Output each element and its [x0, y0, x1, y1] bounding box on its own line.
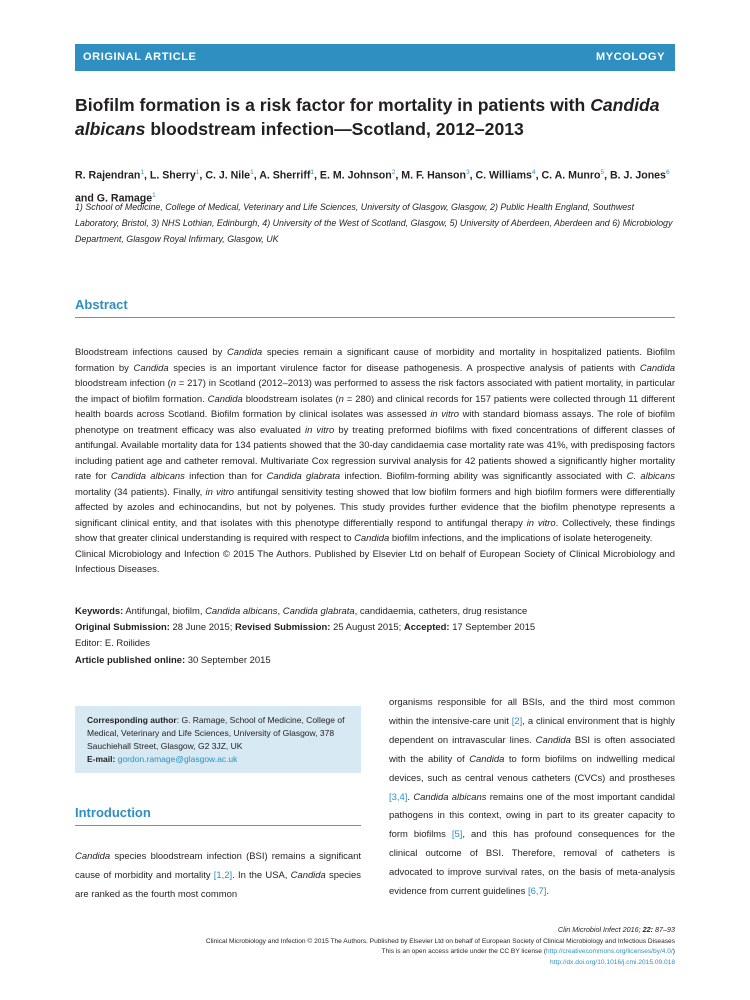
abstract.segments-segment: species remain a significant cause of morbidity and mortality in hospitalized patients. Biofilm formation by	[75, 347, 675, 374]
introduction.col2-segment: .	[546, 886, 550, 898]
meta.keywords-segment: , candidaemia, catheters, drug resistance	[354, 606, 528, 617]
submission-line: Original Submission: 28 June 2015; Revised Submission: 25 August 2015; Accepted: 17 September 2015	[75, 622, 536, 634]
abstract-paragraph	[75, 345, 675, 547]
abstract.segments-segment: bloodstream isolates (	[242, 393, 339, 405]
abstract.segments-segment: = 280) and clinical records for 157 patients were collected through 11 different health boards across Scotland. Biofilm formation by clinical isolates was assessed	[75, 393, 675, 420]
author-name: C. A. Munro	[541, 169, 601, 182]
author-name: C. Williams	[475, 169, 532, 182]
abstract.segments-segment: Candida	[354, 533, 390, 544]
introduction.col1-segment: Candida	[290, 869, 326, 881]
correspondence-box	[75, 706, 361, 773]
article-type-label: ORIGINAL ARTICLE	[83, 51, 197, 63]
author-name: B. J. Jones	[610, 169, 666, 182]
abstract.segments-segment: Bloodstream infections caused by	[75, 347, 227, 358]
meta.keywords-segment: Candida albicans	[205, 606, 278, 617]
citation-link[interactable]: [3,4]	[389, 791, 408, 803]
abstract.segments-segment: = 217) in Scotland (2012–2013) was performed to assess the risk factors associated with patient mortality, in particular the impact of biofilm formation.	[75, 378, 675, 405]
abstract.segments-segment: mortality (34 patients). Finally,	[75, 486, 206, 498]
abstract.segments-segment: in vitro	[430, 409, 460, 420]
keywords-line: Keywords: Antifungal, biofilm, Candida albicans, Candida glabrata, candidaemia, catheters, drug resistance	[75, 606, 528, 617]
email-link[interactable]: gordon.ramage@glasgow.ac.uk	[117, 754, 238, 764]
abstract.segments-segment: C. albicans	[626, 471, 675, 482]
author-affiliation-mark: 1	[250, 169, 254, 176]
email-line: E-mail: gordon.ramage@glasgow.ac.uk	[87, 754, 238, 764]
author-name: E. M. Johnson	[319, 169, 392, 182]
citation-link[interactable]: [1,2]	[213, 869, 233, 881]
abstract.segments-segment: species is an important virulence factor for disease pathogenesis. A prospective analysis of patients with	[168, 362, 640, 374]
meta.keywords-segment: Antifungal, biofilm,	[125, 606, 206, 617]
introduction.col1-segment: species bloodstream infection (BSI) remains a significant cause of morbidity and mortality	[75, 851, 361, 881]
introduction-divider	[75, 825, 361, 826]
introduction.col2-segment: Candida albicans	[413, 791, 487, 803]
introduction.col2-segment: .	[407, 791, 414, 803]
abstract.segments-segment: infection than for	[184, 471, 267, 482]
introduction.col1-segment: species are ranked as the fourth most common	[75, 869, 361, 900]
abstract.segments-segment: Candida	[133, 362, 169, 374]
introduction.col2-segment: organisms responsible for all BSIs, and the third most common within the intensive-care unit	[389, 697, 675, 727]
abstract.segments-segment: Candida	[639, 362, 675, 374]
author-affiliation-mark: 5	[600, 169, 605, 176]
article-meta	[75, 604, 675, 669]
introduction-column-right	[389, 694, 675, 902]
abstract.segments-segment: in vitro	[205, 486, 234, 498]
author-affiliation-mark: 2	[391, 169, 396, 176]
introduction.col2-segment: to form biofilms on indwelling medical devices, such as central venous catheters (CVCs) and prostheses	[389, 753, 675, 784]
meta.keywords-segment: ,	[277, 606, 283, 617]
abstract.segments-segment: n	[338, 393, 344, 405]
abstract.segments-segment: antifungal sensitivity testing showed that low biofilm formers and high biofilm formers were differentially affected by azoles and echinocandins, but not by polyenes. This study provides further evidence that the biofilm phenotype represents a significant clinical entity, and that isolates with this phenotype differentially respond to antifungal therapy	[75, 486, 676, 529]
abstract.segments-segment: biofilm infections, and the implications of isolate heterogeneity.	[389, 533, 653, 544]
footer-copyright: Clinical Microbiology and Infection © 2015 The Authors. Published by Elsevier Ltd on behalf of European Society of Clinical Microbiology and Infectious Diseases	[205, 938, 675, 945]
abstract.segments-segment: Candida	[226, 347, 263, 358]
abstract.segments-segment: bloodstream infection (	[75, 378, 171, 389]
corresponding-author: Corresponding author: G. Ramage, School of Medicine, College of Medical, Veterinary and Life Sciences, University of Glasgow, 378 Sauchiehall Street, Glasgow, G2 3JZ, UK	[87, 715, 345, 751]
author-affiliation-mark: 6	[665, 169, 670, 176]
author-affiliation-mark: 1	[140, 169, 144, 176]
abstract.segments-segment: . Collectively, these findings show that greater clinical understanding is required with respect to	[75, 517, 675, 544]
abstract.segments-segment: in vitro	[526, 517, 556, 529]
author-joiner: and	[75, 192, 94, 205]
author-affiliation-mark: 1	[195, 169, 200, 176]
author-name: R. Rajendran	[75, 169, 141, 182]
abstract-heading: Abstract	[75, 297, 128, 312]
introduction-heading: Introduction	[75, 805, 151, 820]
introduction.col2-segment: remains one of the most important candidal pathogens in this context, owing in part to its greater capacity to form biofilms	[389, 791, 676, 841]
author-affiliation-mark: 3	[466, 169, 470, 176]
author-affiliation-mark: 1	[152, 191, 156, 199]
introduction.col1-segment: Candida	[75, 851, 111, 862]
introduction.col2-segment: Candida	[469, 753, 505, 765]
citation-link[interactable]: [5]	[451, 829, 463, 841]
introduction.col1-segment: . In the USA,	[232, 869, 291, 881]
abstract-divider	[75, 317, 675, 318]
author-name: G. Ramage	[96, 192, 153, 205]
open-access-line: This is an open access article under the CC BY license (http://creativecommons.org/licenses/by/4.0/)	[381, 948, 675, 955]
introduction.col2-segment: Candida	[535, 734, 571, 746]
abstract.segments-segment: with standard biomass assays. The role of biofilm phenotype on treatment efficacy was also evaluated	[75, 409, 676, 436]
author-name: M. F. Hanson	[401, 169, 466, 182]
abstract.segments-segment: n	[170, 378, 177, 389]
author-affiliation-mark: 4	[531, 169, 536, 176]
abstract-body	[75, 345, 675, 578]
introduction.col2-segment: BSI is often associated with the ability of	[389, 734, 675, 765]
abstract.segments-segment: Candida	[207, 393, 243, 405]
doi-link[interactable]: http://dx.doi.org/10.1016/j.cmi.2015.09.018	[549, 959, 675, 966]
license-link[interactable]: http://creativecommons.org/licenses/by/4.0/	[545, 948, 673, 955]
abstract.segments-segment: Candida albicans	[110, 471, 185, 482]
header-banner	[75, 44, 675, 71]
published-line: Article published online: 30 September 2015	[75, 654, 271, 666]
abstract.segments-segment: infection. Biofilm-forming ability was significantly associated with	[340, 471, 627, 482]
author-name: L. Sherry	[149, 169, 196, 182]
citation-link[interactable]: [2]	[511, 715, 523, 727]
citation-link[interactable]: [6,7]	[528, 886, 547, 898]
introduction-column-left	[75, 848, 361, 905]
article-title: Biofilm formation is a risk factor for mortality in patients with Candida albicans bloodstream infection—Scotland, 2012–2013	[75, 95, 660, 139]
author-list: R. Rajendran$^1$, L. Sherry$^1$, C. J. Nile$^1$, A. Sherriff$^1$, E. M. Johnson$^2$, M. F. Hanson$^3$, C. Williams$^4$, C. A. Munro$^5$, B. J. Jones$^6$ and G. Ramage$^1$	[75, 169, 670, 205]
author-name: A. Sherriff	[259, 169, 311, 182]
abstract.segments-segment: Candida glabrata	[266, 471, 341, 482]
editor-line: Editor: E. Roilides	[75, 638, 151, 650]
author-affiliation-mark: 1	[310, 169, 315, 176]
affiliations: 1) School of Medicine, College of Medical, Veterinary and Life Sciences, University of Glasgow, Glasgow, 2) Public Health England, Southwest Laboratory, Bristol, 3) NHS Lothian, Edinburgh, 4) University of the West of Scotland, Glasgow, 5) University of Aberdeen, Aberdeen and 6) Microbiology Department, Glasgow Royal Infirmary, Glasgow, UK	[75, 202, 673, 244]
introduction.col2-segment: , and this has profound consequences for the clinical outcome of BSI. Therefore, removal of catheters is advocated to improve survival rates, on the basis of meta-analysis evidence from current guidelines	[389, 829, 675, 898]
journal-citation: Clin Microbiol Infect 2016; 22: 87–93	[557, 925, 675, 934]
introduction.col2-segment: , a clinical environment that is highly dependent on intravascular lines.	[389, 715, 676, 746]
abstract.segments-segment: in vitro	[304, 424, 335, 436]
section-label: MYCOLOGY	[596, 51, 665, 63]
abstract-copyright: Clinical Microbiology and Infection © 2015 The Authors. Published by Elsevier Ltd on behalf of European Society of Clinical Microbiology and Infectious Diseases.	[75, 548, 675, 575]
meta.keywords-segment: Candida glabrata	[282, 606, 355, 617]
author-name: C. J. Nile	[205, 169, 251, 182]
abstract.segments-segment: by treating preformed biofilms with fixed concentrations of different classes of antifungal. Available mortality data for 134 patients showed that the 30-day candidaemia case mortality rate was 41%, with predisposing factors including patient age and catheter removal. Multivariate Cox regression survival analysis for 42 patients showed a significantly higher mortality rate for	[75, 424, 676, 482]
